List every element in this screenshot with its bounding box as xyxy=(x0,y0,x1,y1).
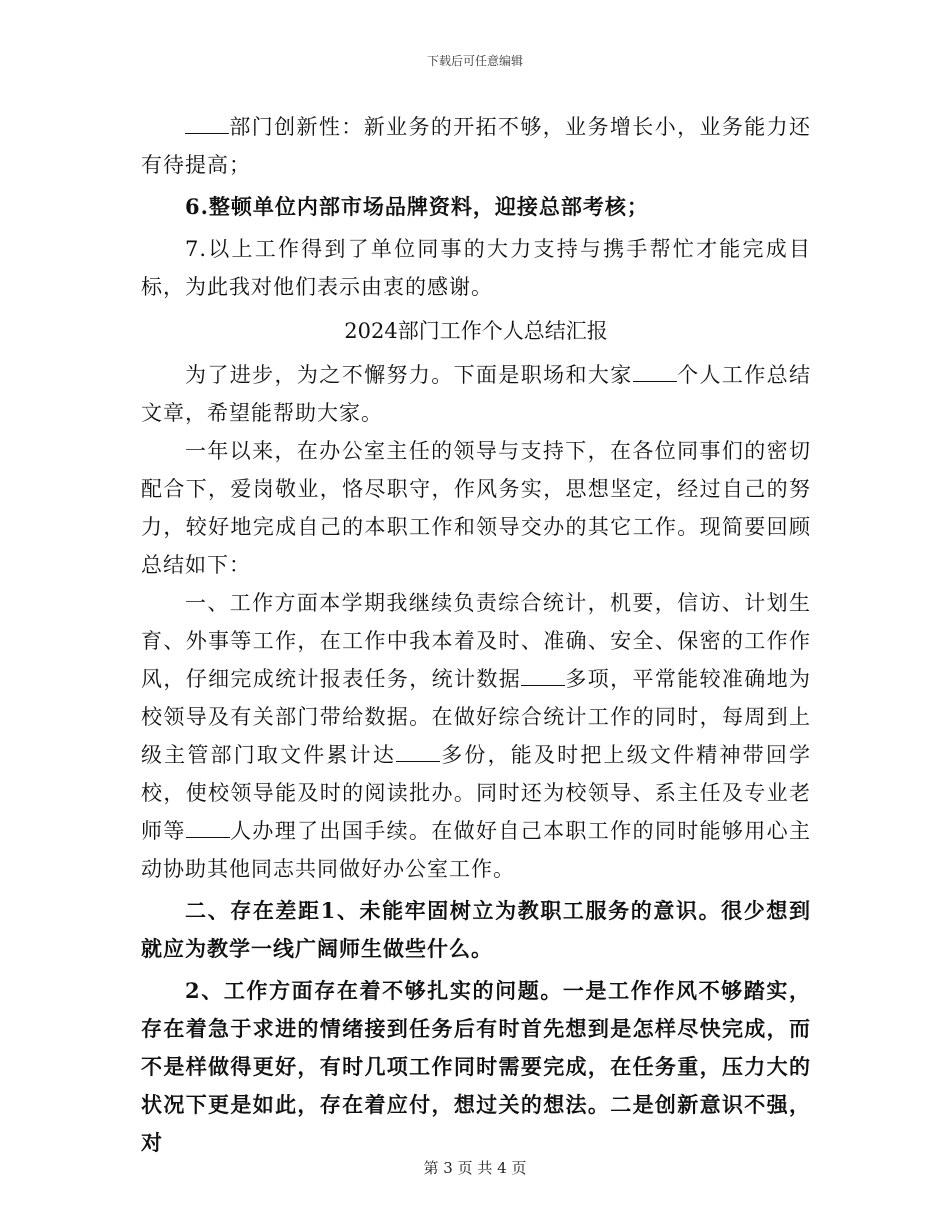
page-header: 下载后可任意编辑 xyxy=(426,54,523,68)
blank-line xyxy=(396,743,440,762)
paragraph xyxy=(141,108,811,184)
paragraph-text: 多份，能及时把上级文件精神带回学校，使校领导能及时的阅读批办。同时还为校领导、系主任及专业老师等 xyxy=(141,743,812,843)
blank-line xyxy=(186,819,230,838)
blank-line xyxy=(521,667,565,686)
paragraph: 7.以上工作得到了单位同事的大力支持与携手帮忙才能完成目标，为此我对他们表示由衷的感谢。 xyxy=(141,237,811,299)
paragraph-text: 部门创新性：新业务的开拓不够，业务增长小，业务能力还有待提高； xyxy=(141,115,811,177)
paragraph: 二、存在差距1、未能牢固树立为教职工服务的意识。很少想到就应为教学一线广阔师生做些什么。 xyxy=(141,898,811,961)
paragraph-text: 一、工作方面本学期我继续负责综合统计，机要，信访、计划生育、外事等工作，在工作中我本着及时、准确、安全、保密的工作作风，仔细完成统计报表任务，统计数据 xyxy=(141,591,811,691)
paragraph: 2、工作方面存在着不够扎实的问题。一是工作作风不够踏实，存在着急于求进的情绪接到任务后有时首先想到是怎样尽快完成，而不是样做得更好，有时几项工作同时需要完成，在任务重，压力大的状况下更是如此，存在着应付，想过关的想法。二是创新意识不强，对 xyxy=(141,978,811,1155)
paragraph: 一年以来，在办公室主任的领导与支持下，在各位同事们的密切配合下，爱岗敬业，恪尽职守，作风务实，思想坚定，经过自己的努力，较好地完成自己的本职工作和领导交办的其它工作。现简要回顾总结如下： xyxy=(141,439,811,577)
blank-line xyxy=(185,115,229,134)
paragraph-text: 个人工作总结文章，希望能帮助大家。 xyxy=(141,363,812,425)
paragraph-text: 人办理了出国手续。在做好自己本职工作的同时能够用心主动协助其他同志共同做好办公室工作。 xyxy=(141,819,812,881)
paragraph-text: 多项，平常能较准确地为校领导及有关部门带给数据。在做好综合统计工作的同时，每周到上级主管部门取文件累计达 xyxy=(141,667,812,767)
paragraph-text: 为了进步，为之不懈努力。下面是职场和大家 xyxy=(185,363,633,387)
paragraph xyxy=(141,584,811,888)
blank-line xyxy=(633,363,677,382)
paragraph: 6.整顿单位内部市场品牌资料，迎接总部考核； xyxy=(185,194,649,219)
page-footer: 第 3 页 共 4 页 xyxy=(423,1159,527,1177)
document-body xyxy=(141,108,811,1162)
paragraph xyxy=(141,356,811,432)
section-title: 2024部门工作个人总结汇报 xyxy=(344,319,608,343)
